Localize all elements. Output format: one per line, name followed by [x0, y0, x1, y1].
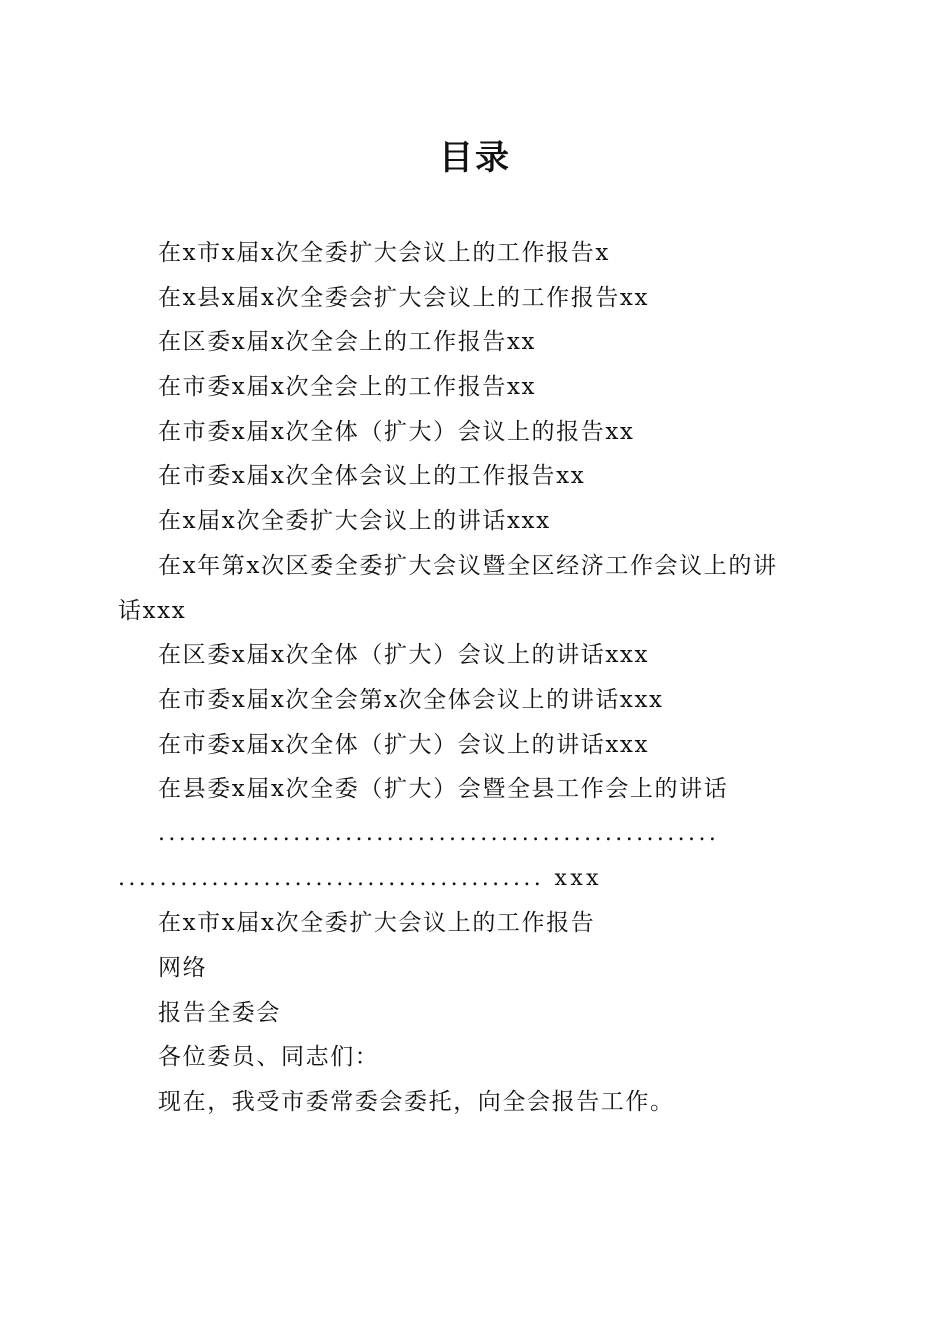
- toc-item: 在市委x届x次全体（扩大）会议上的报告xx: [158, 418, 635, 445]
- toc-item-continuation: 话xxx: [118, 597, 187, 624]
- toc-item: 在x市x届x次全委扩大会议上的工作报告x: [158, 240, 610, 266]
- toc-item: 在县委x届x次全委（扩大）会暨全县工作会上的讲话: [158, 776, 729, 803]
- toc-item: 在x届x次全委扩大会议上的讲话xxx: [158, 508, 551, 535]
- toc-item: 在市委x届x次全体会议上的工作报告xx: [158, 463, 586, 490]
- report-heading: 在x市x届x次全委扩大会议上的工作报告: [158, 910, 596, 937]
- body-paragraph: 报告全委会: [158, 999, 281, 1026]
- toc-item: 在市委x届x次全会上的工作报告xx: [158, 374, 537, 401]
- body-paragraph: 网络: [158, 955, 208, 981]
- page-title: 目录: [439, 138, 511, 178]
- toc-leader-dots-page: ......................................... xxx: [118, 865, 602, 891]
- toc-item: 在x县x届x次全委会扩大会议上的工作报告xx: [158, 284, 650, 311]
- salutation: 各位委员、同志们：: [158, 1044, 380, 1071]
- body-paragraph: 现在，我受市委常委会委托，向全会报告工作。: [158, 1089, 675, 1116]
- document-content: [118, 231, 830, 1125]
- toc-item: 在x年第x次区委全委扩大会议暨全区经济工作会议上的讲: [158, 552, 778, 579]
- toc-item: 在区委x届x次全会上的工作报告xx: [158, 329, 537, 356]
- toc-leader-dots: ......................................................: [158, 820, 720, 846]
- toc-item: 在市委x届x次全会第x次全体会议上的讲话xxx: [158, 686, 664, 713]
- toc-item: 在区委x届x次全体（扩大）会议上的讲话xxx: [158, 642, 650, 669]
- toc-item: 在市委x届x次全体（扩大）会议上的讲话xxx: [158, 731, 650, 758]
